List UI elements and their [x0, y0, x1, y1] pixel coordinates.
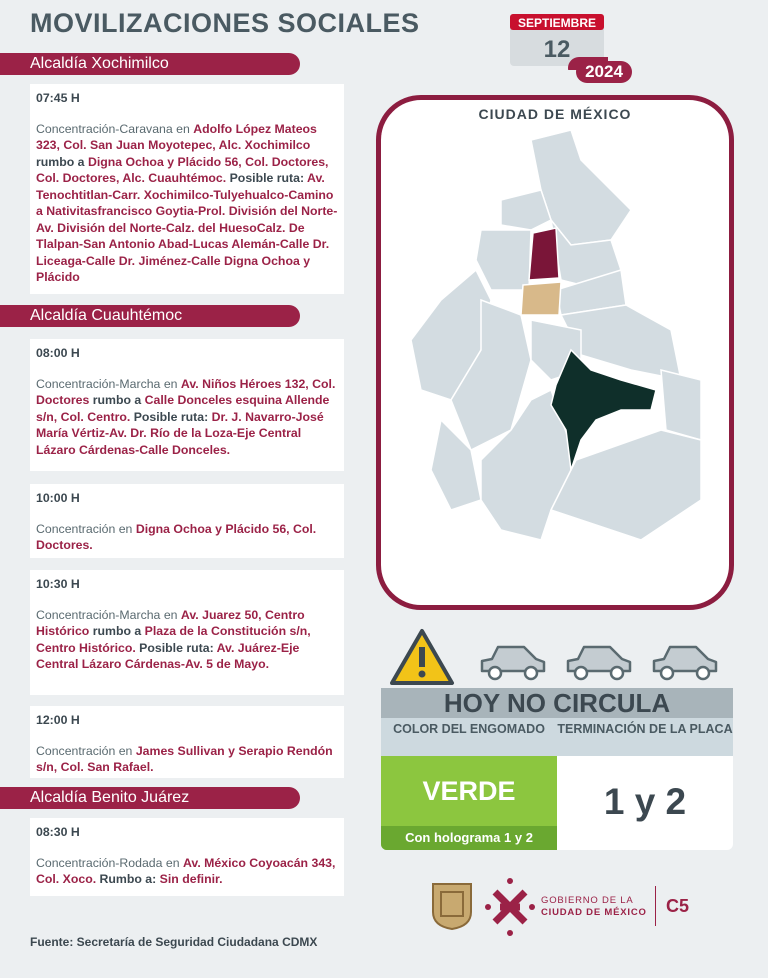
- description-segment: Rumbo a:: [96, 872, 160, 886]
- plate-endings: 1 y 2: [557, 756, 733, 850]
- description-segment: rumbo a: [89, 624, 145, 638]
- description-segment: Digna Ochoa y Plácido 56, Col. Doctores, Col. Doctores, Alc. Cuauhtémoc.: [36, 154, 329, 185]
- map-region-azcapotzalco: [501, 190, 551, 230]
- event-card: [30, 484, 344, 558]
- event-time: 10:00 H: [36, 491, 80, 505]
- description-segment: rumbo a: [36, 154, 88, 169]
- car-icon: [650, 643, 720, 683]
- logo-divider: [655, 886, 656, 926]
- description-segment: Av. México Coyoacán 343, Col. Xoco.: [36, 855, 336, 886]
- map-region-gam: [531, 130, 631, 245]
- c5-logo: C5: [666, 896, 690, 916]
- event-card: [30, 706, 344, 778]
- description-segment: Av. Juarez 50, Centro Histórico: [36, 607, 305, 638]
- cdmx-shield-logo: [431, 882, 473, 930]
- description-segment: Adolfo López Mateos 323, Col. San Juan Moyotepec, Alc. Xochimilco: [36, 121, 317, 152]
- description-segment: en: [165, 855, 183, 870]
- section-header: Alcaldía Cuauhtémoc: [0, 305, 300, 327]
- description-segment: Posible ruta:: [226, 171, 308, 185]
- description-segment: rumbo a: [89, 393, 145, 407]
- event-card: [30, 570, 344, 695]
- description-segment: Plaza de la Constitución s/n, Centro Histórico.: [36, 624, 311, 655]
- description-segment: Sin definir.: [159, 872, 223, 886]
- description-segment: en: [118, 743, 136, 758]
- calendar-day: 12: [543, 36, 571, 63]
- description-segment: Calle Donceles esquina Allende s/n, Col. Centro.: [36, 393, 330, 424]
- description-segment: Concentración: [36, 521, 119, 536]
- description-segment: Posible ruta:: [130, 409, 212, 424]
- gov-line-1: GOBIERNO DE LA: [541, 895, 634, 906]
- event-time: 07:45 H: [36, 91, 80, 105]
- hnc-title: HOY NO CIRCULA: [381, 688, 733, 718]
- event-time: 12:00 H: [36, 713, 80, 727]
- event-description: [36, 376, 338, 459]
- event-card: [30, 84, 344, 294]
- section-header: Alcaldía Xochimilco: [0, 53, 300, 75]
- hnc-col-color: COLOR DEL ENGOMADO: [393, 722, 545, 736]
- calendar-month: SEPTIEMBRE: [517, 16, 597, 30]
- description-segment: Digna Ochoa y Plácido 56, Col. Doctores.: [36, 521, 317, 552]
- warning-icon: [388, 627, 456, 687]
- description-segment: Concentración-Caravana: [36, 121, 177, 136]
- description-segment: en: [163, 607, 181, 622]
- cdmx-gov-logo-icon: [485, 877, 535, 937]
- map-region-cuauhtemoc: [529, 228, 559, 280]
- event-description: [36, 855, 338, 888]
- event-time: 08:30 H: [36, 825, 80, 839]
- description-segment: Posible ruta:: [135, 640, 217, 655]
- sticker-color-cell: [381, 756, 557, 850]
- source-note: Fuente: Secretaría de Seguridad Ciudadana CDMX: [30, 935, 318, 949]
- hologram-note: Con holograma 1 y 2: [381, 826, 557, 850]
- description-segment: Concentración-Marcha: [36, 607, 164, 622]
- description-segment: en: [163, 376, 181, 391]
- car-icon: [564, 643, 634, 683]
- hoy-no-circula-panel: [381, 688, 733, 850]
- description-segment: Concentración: [36, 743, 119, 758]
- description-segment: Concentración-Rodada: [36, 855, 166, 870]
- description-segment: James Sullivan y Serapio Rendón s/n, Col. San Rafael.: [36, 743, 333, 774]
- page-title: MOVILIZACIONES SOCIALES: [30, 8, 420, 38]
- map-title: CIUDAD DE MÉXICO: [478, 106, 632, 122]
- event-description: [36, 121, 338, 286]
- sticker-color: VERDE: [422, 776, 516, 806]
- event-description: [36, 743, 338, 776]
- description-segment: Av. Juárez-Eje Central Lázaro Cárdenas-Av. 5 de Mayo.: [36, 640, 300, 671]
- description-segment: en: [118, 521, 136, 536]
- map-region-benito-juarez: [521, 282, 561, 315]
- gov-logo-text: [541, 895, 647, 919]
- map-region-tlahuac: [661, 370, 701, 440]
- description-segment: Concentración-Marcha: [36, 376, 164, 391]
- description-segment: Dr. J. Navarro-José María Vértiz-Av. Dr. Río de la Loza-Eje Central Lázaro Cárdenas-Calle Donceles.: [36, 409, 324, 457]
- description-segment: Av. Niños Héroes 132, Col. Doctores: [36, 376, 336, 407]
- event-description: [36, 521, 338, 554]
- cdmx-map: [376, 95, 734, 610]
- event-description: [36, 607, 338, 673]
- map-region-miguel-hidalgo: [476, 230, 531, 290]
- hnc-col-plate: TERMINACIÓN DE LA PLACA: [557, 722, 733, 736]
- car-icon: [478, 643, 548, 683]
- description-segment: Av. Tenochtitlan-Carr. Xochimilco-Tulyehualco-Camino a Nativitasfrancisco Goytia-Prol. División del Norte-Av. División del Norte-Calz. del HuesoCalz. De Tlalpan-San Antonio Abad-Lucas Alemán-Calle Dr. Liceaga-Calle Dr. Jiménez-Calle Digna Ochoa y Plácido: [36, 171, 338, 284]
- description-segment: en: [176, 121, 194, 136]
- calendar-year: 2024: [576, 61, 632, 83]
- event-card: [30, 339, 344, 471]
- gov-line-2: CIUDAD DE MÉXICO: [541, 907, 647, 918]
- event-time: 08:00 H: [36, 346, 80, 360]
- section-header: Alcaldía Benito Juárez: [0, 787, 300, 809]
- event-card: [30, 818, 344, 896]
- event-time: 10:30 H: [36, 577, 80, 591]
